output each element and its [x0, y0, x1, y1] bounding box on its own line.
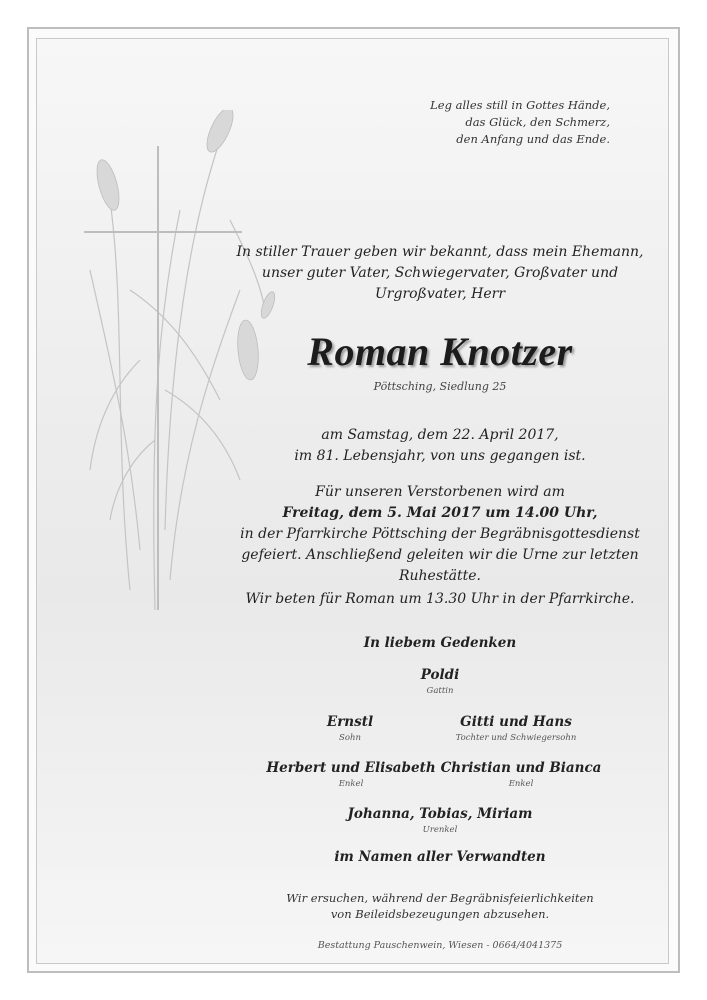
closing-line: im Namen aller Verwandten [334, 849, 546, 865]
mourner-name: Gitti und Hans [460, 714, 572, 730]
mourner-role: Tochter und Schwiegersohn [455, 733, 577, 743]
memory-title: In liebem Gedenken [363, 635, 517, 651]
mourner-role: Gattin [426, 686, 454, 696]
request-line: von Beileidsbezeugungen abzusehen. [330, 907, 550, 921]
mourner-name: Herbert und Elisabeth [266, 760, 436, 776]
mourner-gitti-hans [426, 714, 606, 743]
request-line: Wir ersuchen, während der Begräbnisfeierlichkeiten [286, 891, 594, 905]
mourner-name: Poldi [420, 667, 460, 683]
verse-line: Leg alles still in Gottes Hände, [430, 98, 610, 112]
intro-line: unser guter Vater, Schwiegervater, Großvater und [261, 265, 619, 281]
mourner-role: Enkel [338, 779, 364, 789]
condolence-request [200, 890, 680, 922]
mourner-role: Urenkel [422, 825, 458, 835]
service-info [200, 482, 680, 587]
mourner-christian-bianca [436, 760, 606, 789]
intro-line: Urgroßvater, Herr [374, 286, 506, 302]
verse-line: das Glück, den Schmerz, [465, 115, 610, 129]
death-info [200, 425, 680, 467]
service-line: in der Pfarrkirche Pöttsching der Begräbnisgottesdienst [240, 526, 640, 542]
prayer-info: Wir beten für Roman um 13.30 Uhr in der Pfarrkirche. [245, 591, 635, 607]
service-line: gefeiert. Anschließend geleiten wir die Urne zur letzten [241, 547, 639, 563]
mourner-name: Christian und Bianca [440, 760, 602, 776]
mourner-poldi [380, 667, 500, 696]
mourner-great-grandchildren [330, 806, 550, 835]
verse [430, 97, 610, 148]
intro-line: In stiller Trauer geben wir bekannt, dass mein Ehemann, [236, 244, 644, 260]
service-date-time: Freitag, dem 5. Mai 2017 um 14.00 Uhr, [282, 505, 598, 521]
service-line: Ruhestätte. [398, 568, 481, 584]
service-line: Für unseren Verstorbenen wird am [315, 484, 565, 500]
undertaker-footer: Bestattung Pauschenwein, Wiesen - 0664/4041375 [317, 940, 563, 951]
verse-line: den Anfang und das Ende. [456, 132, 610, 146]
residence: Pöttsching, Siedlung 25 [373, 380, 507, 393]
mourner-role: Enkel [508, 779, 534, 789]
mourner-herbert-elisabeth [266, 760, 436, 789]
mourner-name: Johanna, Tobias, Miriam [347, 806, 533, 822]
mourner-ernstl [290, 714, 410, 743]
death-line: am Samstag, dem 22. April 2017, [321, 427, 559, 443]
mourner-name: Ernstl [326, 714, 374, 730]
deceased-name: Roman Knotzer [307, 329, 573, 374]
announcement-intro [200, 242, 680, 305]
death-line: im 81. Lebensjahr, von uns gegangen ist. [294, 448, 586, 464]
mourner-role: Sohn [339, 733, 361, 743]
